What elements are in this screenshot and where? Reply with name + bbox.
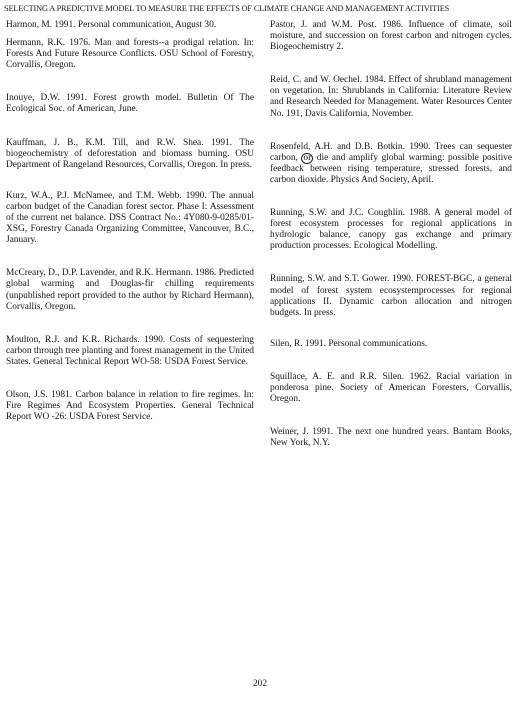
- references-right-column: [270, 20, 512, 449]
- reference-rosenfeld: [270, 142, 512, 186]
- reference-inouye: Inouye, D.W. 1991. Forest growth model. Bulletin Of The Ecological Soc. of American, June.: [6, 93, 254, 115]
- reference-mccreary: McCreary, D., D.P. Lavender, and R.K. Hermann. 1986. Predicted global warming and Douglas-fir chilling requirements (unpublished report provided to the author by Richard Hermann), Corvallis, Oregon.: [6, 268, 254, 312]
- circled-annotation: or: [303, 152, 312, 163]
- running-header: SELECTING A PREDICTIVE MODEL TO MEASURE THE EFFECTS OF CLIMATE CHANGE AND MANAGEMENT ACTIVITIES: [4, 4, 450, 13]
- reference-kurz: Kurz, W.A., P.J. McNamee, and T.M. Webb. 1990. The annual carbon budget of the Canadian forest sector. Phase I: Assessment of the current net balance. DSS Contract No.: 4Y080-9-0285/01-XSG, Forestry Canada Organizing Committee, Vancouver, B.C., January.: [6, 190, 254, 246]
- reference-weiner: Weiner, J. 1991. The next one hundred years. Bantam Books, New York, N.Y.: [270, 427, 512, 449]
- reference-rosenfeld-text-end: die and amplify global warming: possible positive feedback between rising temperature, stressed forests, and carbon dioxide. Physics And Society, April.: [270, 152, 513, 185]
- reference-running-coughlin: Running, S.W. and J.C. Coughlin. 1988. A general model of forest ecosystem processes for regional applications in hydrologic balance, canopy gas exchange and primary production processes. Ecological Modelling.: [270, 208, 512, 252]
- reference-squillace: Squillace, A. E. and R.R. Silen. 1962. Racial variation in ponderosa pine. Society of American Foresters, Corvallis, Oregon.: [270, 371, 512, 405]
- references-left-column: [6, 20, 254, 423]
- reference-rosenfeld-text-start: Rosenfeld, A.H. and D.B. Botkin. 1990. Trees can sequester carbon,: [270, 141, 512, 163]
- reference-running-gower: Running, S.W. and S.T. Gower. 1990. FOREST-BGC, a general model of forest system ecosystemprocesses for regional applications II. Dynamic carbon allocation and nitrogen budgets. In press.: [270, 274, 512, 318]
- reference-silen: Silen, R. 1991. Personal communications.: [270, 338, 428, 349]
- reference-pastor: Pastor, J. and W.M. Post. 1986. Influence of climate, soil moisture, and succession on forest carbon and nitrogen cycles. Biogeochemistry 2.: [270, 20, 512, 53]
- reference-reid: Reid, C. and W. Oechel. 1984. Effect of shrubland management on vegetation. In: Shrublands in California: Literature Review and Research Needed for Management. Water Resources Center No. 191, Davis California, November.: [270, 75, 512, 119]
- reference-harmon: Harmon, M. 1991. Personal communication, August 30.: [6, 20, 217, 30]
- page-number: 202: [252, 679, 268, 689]
- reference-moulton: Moulton, R.J. and K.R. Richards. 1990. Costs of sequestering carbon through tree planting and forest management in the United States. General Technical Report WO-58: USDA Forest Service.: [6, 334, 254, 367]
- reference-kauffman: Kauffman, J. B., K.M. Till, and R.W. Shea. 1991. The biogeochemistry of deforestation and biomass burning. OSU Department of Rangeland Resources, Corvallis, Oregon. In press.: [6, 137, 254, 170]
- reference-hermann: Hermann, R.K. 1976. Man and forests--a prodigal relation. In: Forests And Future Resource Conflicts. OSU School of Forestry, Corvallis, Oregon.: [6, 38, 254, 71]
- reference-olson: Olson, J.S. 1981. Carbon balance in relation to fire regimes. In: Fire Regimes And Ecosystem Properties. General Technical Report WO -26: USDA Forest Service.: [6, 389, 254, 423]
